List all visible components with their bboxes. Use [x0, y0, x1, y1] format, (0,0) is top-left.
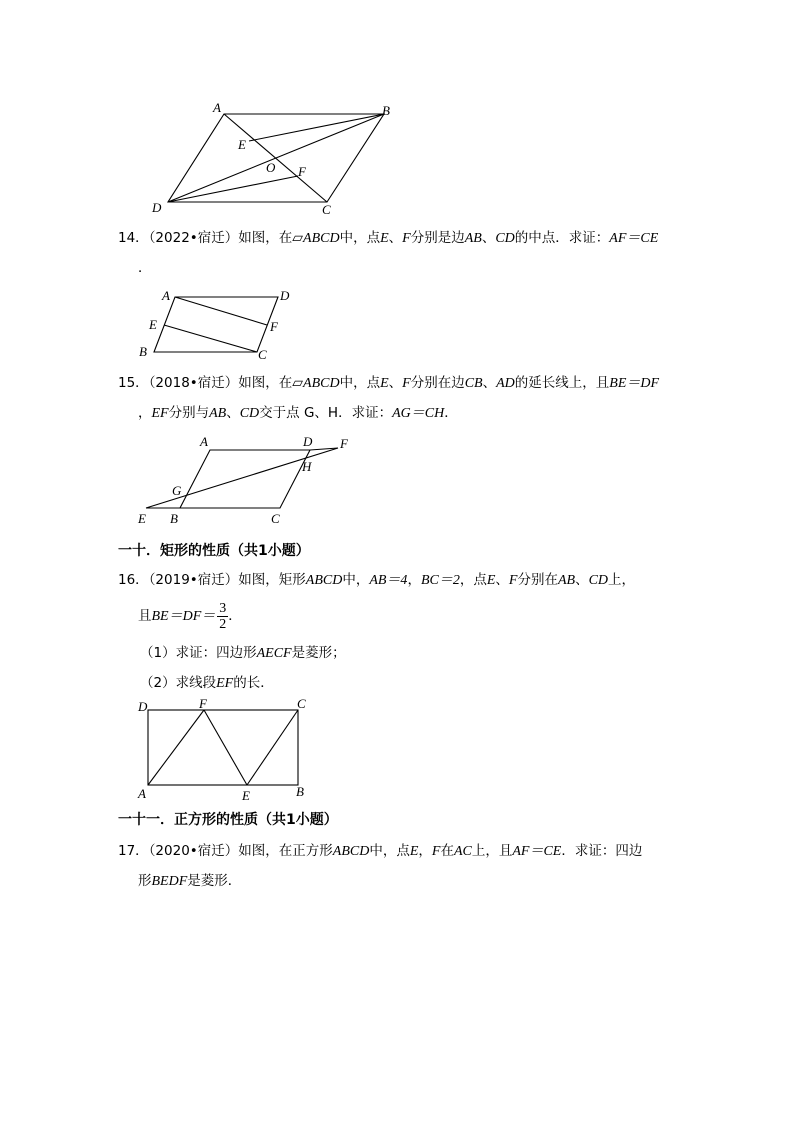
- q16-rect: ABCD: [305, 573, 343, 588]
- q15-conclusion: AG＝CH: [392, 406, 445, 421]
- q17-line2: [138, 871, 241, 892]
- q15-number: 15．: [118, 375, 149, 391]
- q15-label-c: C: [271, 511, 280, 526]
- q16-segment-af: [148, 710, 204, 785]
- q16-text: 是菱形；: [291, 645, 346, 661]
- q14-segment-ec: [164, 325, 257, 352]
- q15-sep: 、: [482, 375, 497, 391]
- q15-text: 如图，在: [238, 375, 293, 391]
- q15-side-ab: AB: [209, 406, 227, 421]
- q15-parallelogram: [180, 450, 310, 508]
- q16-label-b: B: [296, 784, 304, 799]
- q14-tail: ．: [138, 260, 152, 276]
- q16-text: 且: [138, 608, 152, 624]
- q17-square: ABCD: [332, 844, 370, 859]
- q16-ab-length: AB＝4: [369, 573, 408, 588]
- q16-number: 16．: [118, 572, 149, 588]
- q17-point-e: E: [409, 844, 419, 859]
- q16-part1: [140, 643, 346, 664]
- figure-q15: [130, 430, 360, 528]
- q14-parallelogram: [154, 297, 278, 352]
- figure-q14: [132, 284, 302, 364]
- q15-text: 交于点 G、H．求证：: [259, 405, 393, 421]
- q14-label-d: D: [280, 288, 290, 303]
- q16-segment-ec: [247, 710, 298, 785]
- q17-line1: [118, 841, 642, 862]
- q17-text: 如图，在正方形: [238, 843, 333, 859]
- q15-label-h: H: [302, 459, 312, 474]
- q15-label-f: F: [340, 436, 348, 451]
- q15-side-ad: AD: [496, 376, 515, 391]
- label-f: F: [298, 164, 306, 179]
- q17-condition: AF＝CE: [512, 844, 562, 859]
- q15-segment-ef: [146, 448, 338, 508]
- segment-be: [249, 114, 384, 141]
- q15-label-e: E: [138, 511, 146, 526]
- q17-text: 形: [138, 873, 152, 889]
- label-a: A: [213, 100, 221, 115]
- q14-label-c: C: [258, 347, 267, 362]
- diagonal-bd: [168, 114, 384, 202]
- q16-label-f: F: [199, 696, 207, 711]
- q15-side-cd: CD: [239, 406, 260, 421]
- q14-segment-af: [175, 297, 267, 325]
- label-c: C: [322, 202, 331, 217]
- q16-label-a: A: [138, 786, 146, 801]
- q16-fraction-numerator: 3: [219, 600, 227, 616]
- q14-line2: [138, 258, 152, 278]
- q16-text: 的长．: [233, 675, 274, 691]
- q16-line1: [118, 570, 635, 591]
- q16-source: （2019•宿迁）: [148, 572, 239, 588]
- q15-source: （2018•宿迁）: [148, 375, 239, 391]
- label-d: D: [152, 200, 162, 215]
- q17-diagonal-ac: AC: [453, 844, 472, 859]
- q14-source: （2022•宿迁）: [148, 230, 239, 246]
- q16-bc-length: BC＝2: [420, 573, 460, 588]
- q14-label-f: F: [270, 319, 278, 334]
- q16-quad-aecf: AECF: [256, 646, 292, 661]
- q16-sep: 、: [495, 572, 509, 588]
- q14-number: 14．: [118, 230, 149, 246]
- q16-text: 上，: [608, 572, 636, 588]
- q16-part2: [140, 673, 274, 694]
- q15-tail: ．: [444, 405, 458, 421]
- q15-text: 中，点: [339, 375, 381, 391]
- section-heading-square: 一十一．正方形的性质（共1小题）: [118, 812, 338, 828]
- q15-point-f: F: [402, 376, 411, 391]
- q17-source: （2020•宿迁）: [148, 843, 239, 859]
- q17-text: ．求证：四边: [561, 843, 643, 859]
- q14-sep: 、: [481, 230, 496, 246]
- q14-label-a: A: [162, 288, 170, 303]
- q15-condition: BE＝DF: [609, 376, 660, 391]
- q15-line1: [118, 373, 659, 394]
- q14-text: 分别是边: [410, 230, 465, 246]
- q14-point-e: E: [380, 231, 389, 246]
- q16-rectangle: [148, 710, 298, 785]
- q17-text: 在: [440, 843, 454, 859]
- q15-text: 分别与: [168, 405, 210, 421]
- q16-text: 如图，矩形: [238, 572, 306, 588]
- q16-sep: 、: [575, 572, 589, 588]
- q16-tail: ．: [228, 608, 242, 624]
- q16-side-ab: AB: [557, 573, 576, 588]
- q14-side-ab: AB: [464, 231, 482, 246]
- q15-sep: 、: [226, 405, 240, 421]
- q14-line1: [118, 228, 658, 249]
- q16-fraction: [217, 601, 228, 632]
- q14-point-f: F: [402, 231, 411, 246]
- segment-df: [168, 176, 298, 202]
- q14-side-cd: CD: [495, 231, 515, 246]
- q15-label-g: G: [172, 483, 182, 498]
- q17-sep: ，: [418, 843, 432, 859]
- q15-line2: [138, 403, 458, 424]
- q17-text: 是菱形．: [187, 873, 242, 889]
- figure-q16: [134, 696, 314, 806]
- q14-label-e: E: [149, 317, 157, 332]
- q17-text: 中，点: [369, 843, 410, 859]
- q15-text: 分别在边: [410, 375, 465, 391]
- q15-segment-ef: EF: [151, 406, 169, 421]
- q15-quad: ▱ABCD: [292, 376, 340, 391]
- q15-label-a: A: [200, 434, 208, 449]
- q16-text: 分别在: [517, 572, 558, 588]
- q16-fraction-denominator: 2: [219, 616, 227, 632]
- q15-text: ，: [138, 405, 152, 421]
- q15-text: 的延长线上，且: [514, 375, 610, 391]
- q16-label-e: E: [242, 788, 250, 803]
- q14-label-b: B: [139, 344, 147, 359]
- q16-label-c: C: [297, 696, 306, 711]
- q15-point-e: E: [380, 376, 389, 391]
- q16-sep: ，: [407, 572, 421, 588]
- q16-line2: [138, 600, 242, 633]
- q16-text: ，点: [459, 572, 487, 588]
- q16-point-e: E: [486, 573, 496, 588]
- q17-point-f: F: [431, 844, 441, 859]
- q14-text: 如图，在: [238, 230, 293, 246]
- q14-text: 中，点: [339, 230, 381, 246]
- q14-text: 的中点．求证：: [514, 230, 610, 246]
- q16-text: （2）求线段: [140, 675, 217, 691]
- q17-text: 上，且: [471, 843, 513, 859]
- q14-quad: ▱ABCD: [292, 231, 340, 246]
- q16-text: （1）求证：四边形: [140, 645, 257, 661]
- q16-label-d: D: [138, 699, 148, 714]
- label-o: O: [266, 160, 276, 175]
- q15-sep: 、: [388, 375, 403, 391]
- q17-quad-bedf: BEDF: [151, 874, 188, 889]
- label-e: E: [238, 137, 246, 152]
- q15-label-d: D: [303, 434, 313, 449]
- q15-side-cb: CB: [464, 376, 483, 391]
- q17-number: 17．: [118, 843, 149, 859]
- q16-point-f: F: [508, 573, 518, 588]
- label-b: B: [382, 103, 390, 118]
- q16-segment-fe: [204, 710, 247, 785]
- q14-conclusion: AF＝CE: [609, 231, 659, 246]
- q14-sep: 、: [388, 230, 403, 246]
- q16-text: 中，: [342, 572, 370, 588]
- figure-parallelogram-top: [140, 96, 410, 221]
- q16-side-cd: CD: [588, 573, 609, 588]
- q15-label-b: B: [170, 511, 178, 526]
- section-heading-rectangle: 一十．矩形的性质（共1小题）: [118, 543, 310, 559]
- q16-segment-ef: EF: [216, 676, 234, 691]
- q16-condition: BE＝DF＝: [151, 609, 216, 624]
